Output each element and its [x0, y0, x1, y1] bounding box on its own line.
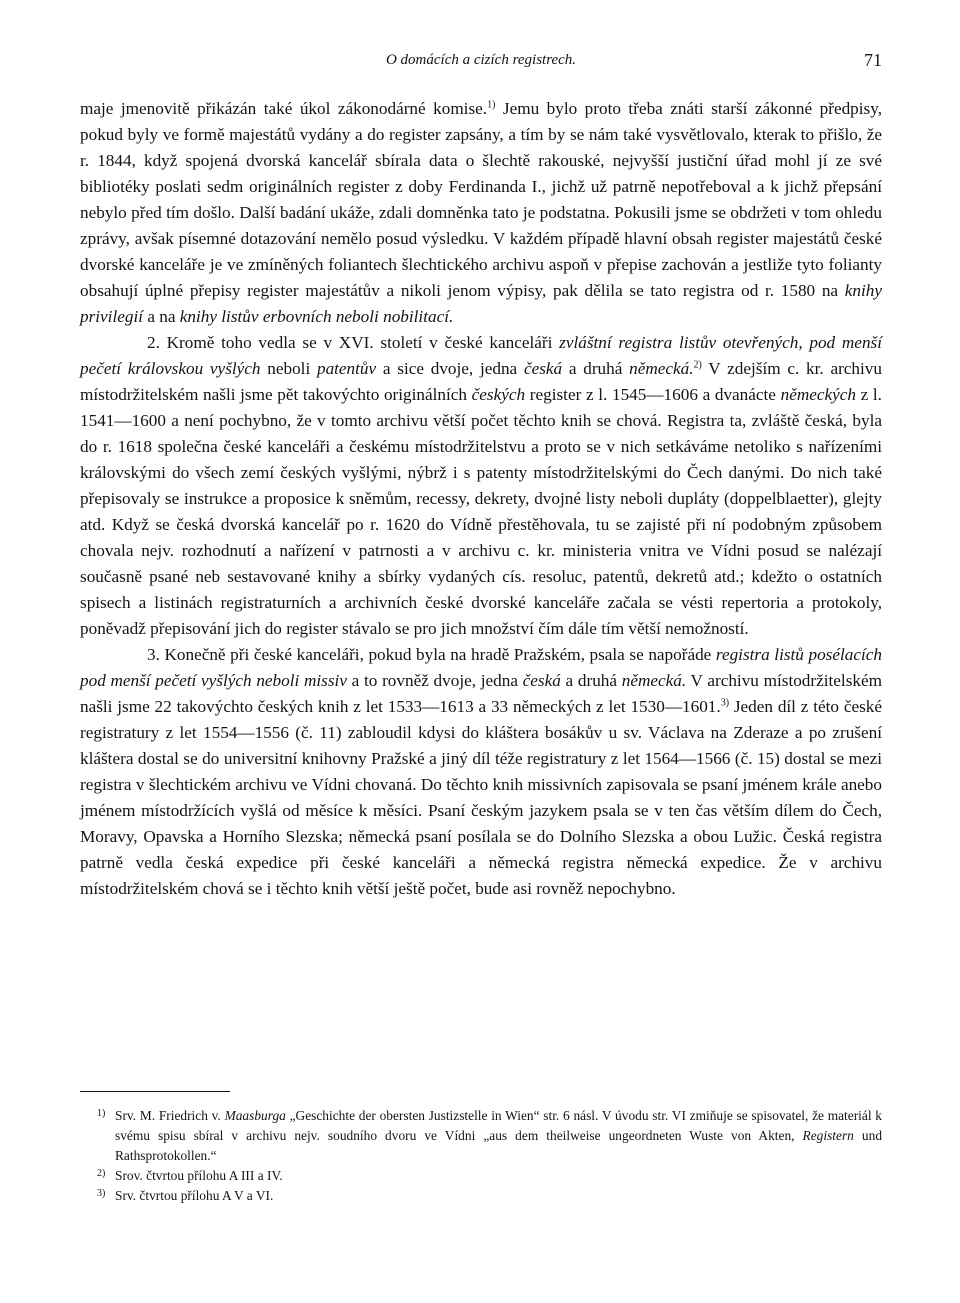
footnote-2 [97, 1166, 882, 1186]
emphasis-ceska: česká [523, 359, 563, 378]
emphasis-nemeckych: německých [780, 385, 856, 404]
text-run: neboli [260, 359, 317, 378]
text-run: „Geschichte der obersten Justizstelle in Wien“ str. 6 násl. V úvodu str. VI zmiňuje se spisovatel, že materiál k svému spisu sbíral v archivu nejv. soudního dvoru ve Vídni „aus dem theilweise ungeordneten Wuste von Akten, [115, 1108, 883, 1143]
footnote-ref-2: 2) [693, 359, 702, 371]
text-run: a to rovněž dvoje, jedna [346, 671, 523, 690]
text-run: a druhá [562, 359, 630, 378]
running-head: O domácích a cizích registrech. [385, 52, 577, 68]
emphasis-patentuv: patentův [316, 359, 377, 378]
footnote-text: Srov. čtvrtou přílohu A III a IV. [115, 1168, 283, 1183]
footnote-text: Srv. čtvrtou přílohu A V a VI. [115, 1188, 274, 1203]
footnotes [97, 1106, 883, 1206]
text-run: z l. 1541—1600 a není pochybno, že v tomto archivu větší počet těchto knih se chová. Registra ta, zvláště česká, byla do r. 1618 společna české kanceláři a českému místodržitelstvu a proto se v nich setkáváme netoliko s nařízeními královskými do všech zemí českých vyšlými, nýbrž i s patenty místodržitelskými do Čech danými. Do nich také přepisovaly se instrukce a proposice k sněmům, recessy, dekrety, dvojné listy neboli dupláty (doppelblaetter), glejty atd. Když se česká dvorská kancelář po r. 1620 do Vídně přestěhovala, tu se zajisté při ní podobným způsobem chovala nejv. rozhodnutí a nařízení v patrnosti a v archivu c. kr. ministeria vnitra ve Vídni posud se nalézají současně psané neb sestavované knihy a sbírky vydaných cís. resoluc, patentů, dekretů atd.; kdežto o ostatních spisech a listinách registraturních a archivních české dvorské kanceláře začala se vésti repertoria a protokoly, poněvadž přepisování jich do register stávalo se pro jich množství čím dále tím větší nemožností. [80, 385, 882, 638]
footnote-ref-1: 1) [487, 99, 496, 111]
text-run: a sice dvoje, jedna [376, 359, 524, 378]
page-number: 71 [864, 50, 882, 70]
page-header [80, 48, 882, 76]
paragraph-2 [80, 330, 882, 642]
emphasis-knihy-listuv-erbovnich: knihy listův erbovních neboli nobilitací. [179, 307, 454, 326]
text-run: a druhá [560, 671, 622, 690]
emphasis-zvlastni-registra: zvláštní registra listův otevřených, pod menší pečetí královskou vyšlých [80, 333, 882, 378]
footnote-ref-3: 3) [720, 697, 730, 709]
text-run: 2. Kromě toho vedla se v XVI. století v české kanceláři [147, 333, 560, 352]
emphasis-ceskych: českých [471, 385, 526, 404]
paragraph-1 [80, 96, 882, 330]
text-run: maje jmenovitě přikázán také úkol zákonodárné komise. [80, 99, 488, 118]
emphasis-registern: Registern [802, 1128, 854, 1143]
footnote-3 [97, 1186, 882, 1206]
emphasis-ceska: česká [522, 671, 561, 690]
text-run: a na [143, 307, 180, 326]
emphasis-knihy-privilegii: knihy privilegií [80, 281, 882, 326]
text-run: V zdejším c. kr. archivu místodržitelském našli jsme pět takovýchto originálních [80, 359, 882, 404]
emphasis-nemecka: německá. [621, 671, 687, 690]
text-run: V archivu místodržitelském našli jsme 22 takovýchto českých knih z let 1533—1613 a 33 německých z let 1530—1601. [80, 671, 882, 716]
footnote-marker: 1) [97, 1108, 106, 1119]
footnote-divider [80, 1091, 230, 1092]
text-run: Jeden díl z této české registratury z let 1554—1556 (č. 11) zabloudil kdysi do kláštera bosákův u sv. Václava na Zderaze a po zrušení kláštera dostal se do universitní knihovny Pražské a jiný díl téže registratury z let 1564—1566 (č. 15) dostal se mezi registra v šlechtickém archivu ve Vídni chovaná. Do těchto knih missivních zapisovala se psaní jménem krále anebo jménem místodržících vyšlá od měsíce k měsíci. Psaní českým jazykem psala se v ten čas větším dílem do Čech, Moravy, Opavska a Horního Slezska; německá psaní posílala se do Dolního Slezska a obou Lužic. Česká registra patrně vedla česká expedice při české kanceláři a německá registra německá expedice. Že v archivu místodržitelském chová se i těchto knih větší ještě počet, bude asi rovněž nepochybno. [80, 697, 882, 898]
footnote-1 [97, 1106, 883, 1166]
emphasis-nemecka: německá. [629, 359, 694, 378]
text-run: und Rathsprotokollen.“ [115, 1128, 883, 1163]
footnote-marker: 3) [97, 1188, 106, 1199]
text-run: Srv. M. Friedrich v. [115, 1108, 225, 1123]
emphasis-maasburga: Maasburga [224, 1108, 286, 1123]
text-run: Jemu bylo proto třeba znáti starší zákonné předpisy, pokud byly ve formě majestátů vydány a do register zapsány, a tím by se nám také vysvětlovalo, kterak to přišlo, že r. 1844, když spojená dvorská kancelář sbírala data o šlechtě rakouské, nejvyšší justiční úřad mohl jí ze své bibliotéky poslati sedm originálních register z doby Ferdinanda I., jichž už patrně nepotřeboval a k jichž přepsání nebylo před tím došlo. Další badání ukáže, zdali domněnka tato je podstatna. Pokusili jsme se obdržeti v tom ohledu zprávy, avšak písemné dotazování nemělo posud výsledku. V každém případě hlavní obsah register majestátů české dvorské kanceláře je ve zmíněných foliantech šlechtického archivu aspoň v přepise zachován a jestliže tyto folianty obsahují úplné přepisy register majestátův a nikoli jenom výpisy, pak dělila se tato registra od r. 1580 na [80, 99, 882, 300]
body-text [80, 96, 882, 902]
footnote-marker: 2) [97, 1168, 106, 1179]
paragraph-3 [80, 642, 882, 902]
text-run: 3. Konečně při české kanceláři, pokud byla na hradě Pražském, psala se napořáde [147, 645, 716, 664]
emphasis-registra-listu-poselacich: registra listů posélacích pod menší pečetí vyšlých neboli missiv [80, 645, 882, 690]
text-run: register z l. 1545—1606 a dvanácte [525, 385, 781, 404]
